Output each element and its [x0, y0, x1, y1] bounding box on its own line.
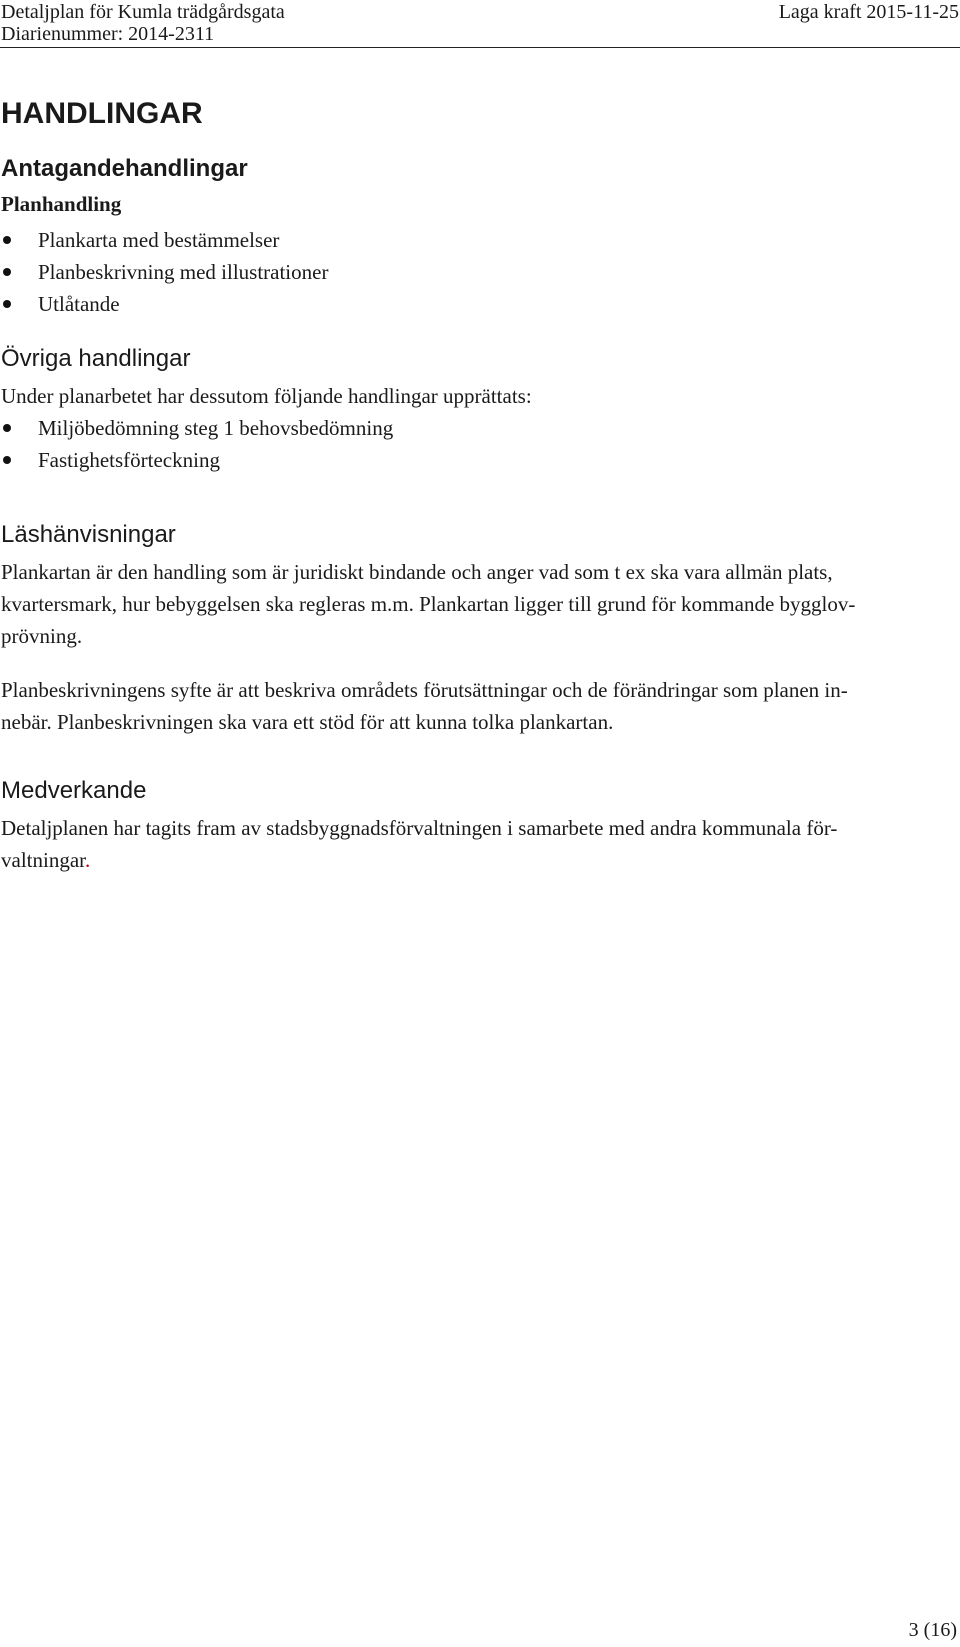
header-divider	[0, 47, 960, 48]
page-heading: HANDLINGAR	[1, 97, 203, 130]
contributors-line-2: valtningar.	[1, 848, 91, 872]
reading-paragraph-1-line-2: kvartersmark, hur bebyggelsen ska regleras m.m. Plankartan ligger till grund för kommande bygglov-	[1, 592, 856, 616]
bullet-icon	[3, 424, 11, 432]
status-date: Laga kraft 2015-11-25	[778, 1, 959, 23]
reading-paragraph-2-line-1: Planbeskrivningens syfte är att beskriva områdets förutsättningar och de förändringar som planen in-	[1, 678, 848, 702]
page-number: 3 (16)	[908, 1619, 957, 1641]
contributors-heading: Medverkande	[1, 777, 147, 804]
adoption-heading: Antagandehandlingar	[1, 155, 248, 182]
trailing-period: .	[84, 848, 91, 872]
list-item: Utlåtande	[1, 288, 941, 320]
list-item: Fastighetsförteckning	[1, 444, 941, 476]
document-title: Detaljplan för Kumla trädgårdsgata	[1, 1, 285, 23]
list-item: Miljöbedömning steg 1 behovsbedömning	[1, 412, 941, 444]
main-content	[1, 96, 941, 876]
bullet-icon	[3, 456, 11, 464]
other-documents-heading: Övriga handlingar	[1, 345, 191, 372]
list-item: Planbeskrivning med illustrationer	[1, 256, 941, 288]
bullet-icon	[3, 268, 11, 276]
reading-guide-heading: Läshänvisningar	[1, 521, 176, 548]
bullet-icon	[3, 300, 11, 308]
other-documents-intro: Under planarbetet har dessutom följande handlingar upprättats:	[1, 384, 532, 408]
reading-paragraph-1-line-3: prövning.	[1, 624, 83, 648]
diary-number: Diarienummer: 2014-2311	[1, 23, 215, 45]
plan-document-subheading: Planhandling	[1, 192, 122, 216]
contributors-line-1: Detaljplanen har tagits fram av stadsbyggnadsförvaltningen i samarbete med andra kommunala för-	[1, 816, 838, 840]
reading-paragraph-2-line-2: nebär. Planbeskrivningen ska vara ett stöd för att kunna tolka plankartan.	[1, 710, 614, 734]
other-documents-list	[1, 412, 941, 476]
list-item: Plankarta med bestämmelser	[1, 224, 941, 256]
bullet-icon	[3, 236, 11, 244]
adoption-list	[1, 224, 941, 320]
page-header	[0, 0, 960, 46]
reading-paragraph-1-line-1: Plankartan är den handling som är juridiskt bindande och anger vad som t ex ska vara allmän plats,	[1, 560, 833, 584]
